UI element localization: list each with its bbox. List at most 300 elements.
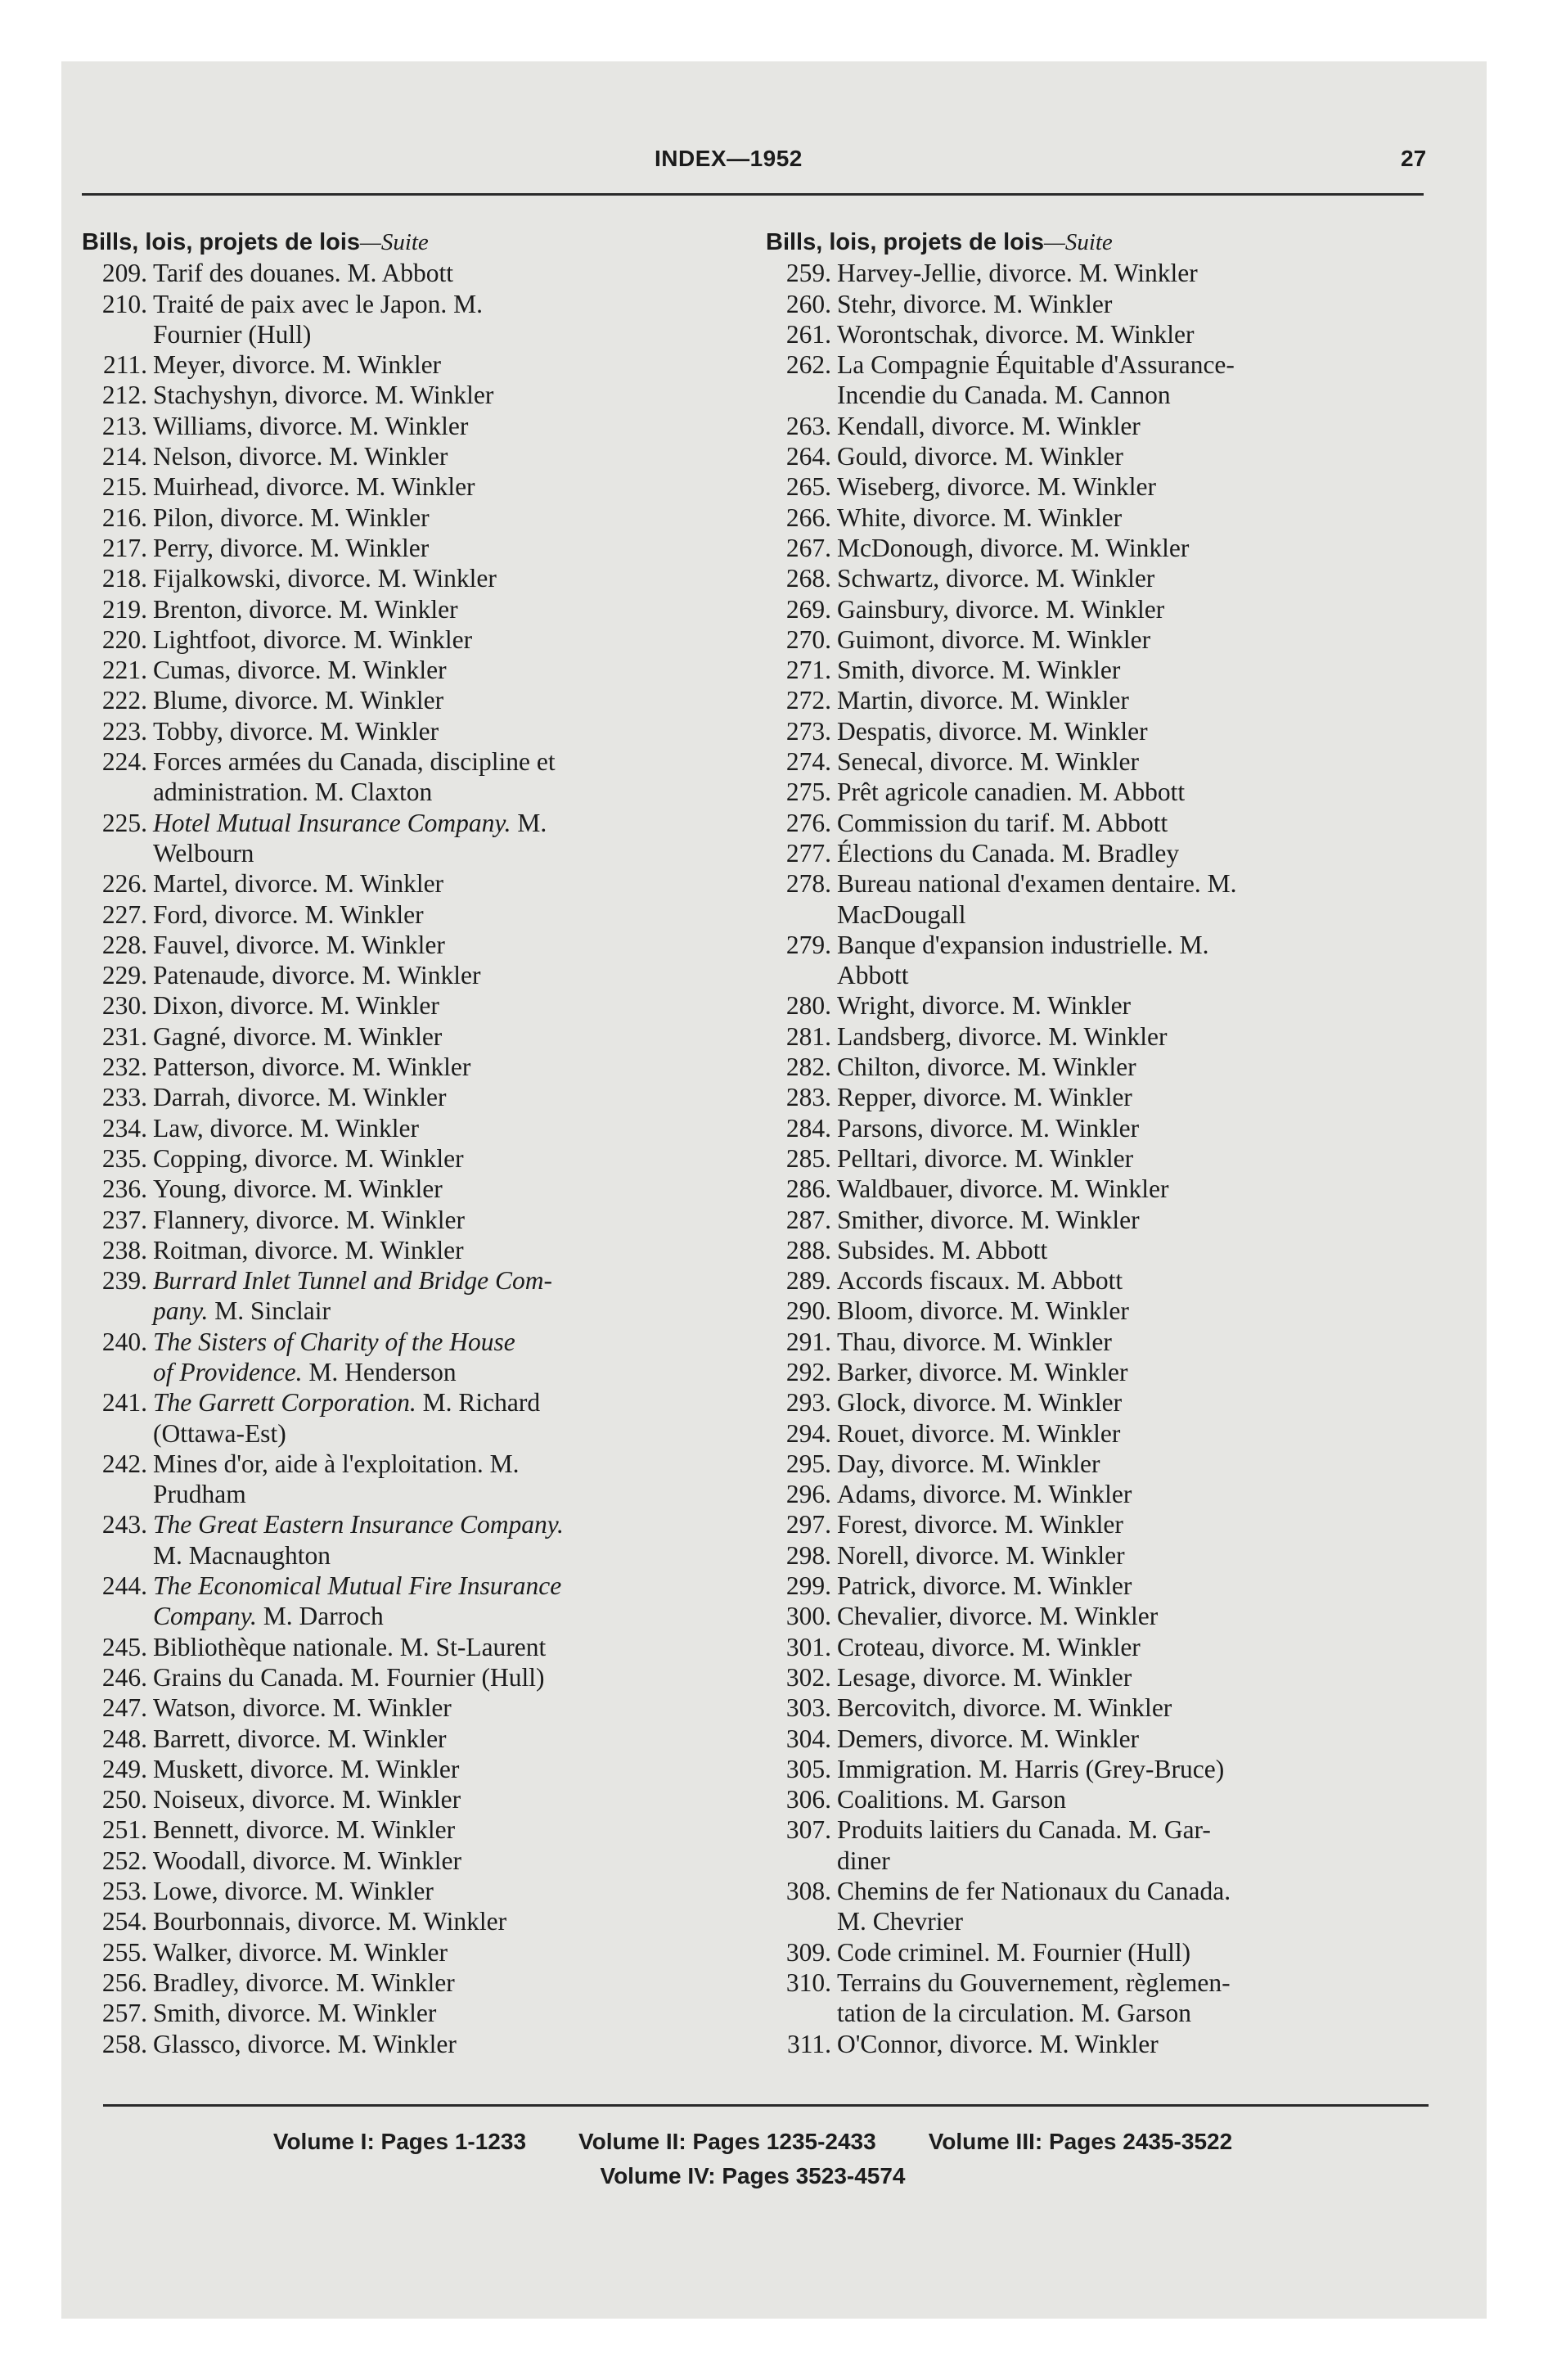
index-entry xyxy=(82,868,753,899)
index-entry xyxy=(82,1113,753,1143)
column-heading-suite: —Suite xyxy=(1044,229,1113,255)
entry-line: Gainsbury, divorce. M. Winkler xyxy=(837,594,1165,624)
entry-text xyxy=(837,808,1437,838)
entry-number: 278. xyxy=(785,869,831,899)
entry-line: Immigration. M. Harris (Grey-Bruce) xyxy=(837,1754,1225,1783)
index-entry xyxy=(766,594,1437,624)
entry-number: 214. xyxy=(101,442,147,471)
entry-line: Despatis, divorce. M. Winkler xyxy=(837,716,1148,746)
column-heading-main: Bills, lois, projets de lois xyxy=(82,229,361,255)
entry-line: Schwartz, divorce. M. Winkler xyxy=(837,564,1155,593)
entry-number: 297. xyxy=(785,1510,831,1539)
index-entry xyxy=(82,1235,753,1265)
entry-line: Chemins de fer Nationaux du Canada. xyxy=(837,1877,1231,1906)
entry-text xyxy=(837,594,1437,624)
entry-line: Forest, divorce. M. Winkler xyxy=(837,1510,1123,1539)
index-entry xyxy=(82,1968,753,1998)
entry-line: Subsides. M. Abbott xyxy=(837,1235,1048,1264)
index-entry xyxy=(82,349,753,380)
entry-number: 250. xyxy=(101,1785,147,1814)
entry-text xyxy=(837,1387,1437,1418)
index-entry xyxy=(82,1327,753,1388)
entry-line: Commission du tarif. M. Abbott xyxy=(837,808,1168,837)
index-entry xyxy=(82,1937,753,1968)
index-entry xyxy=(82,441,753,471)
entry-text xyxy=(153,990,753,1021)
entry-text xyxy=(837,503,1437,533)
entry-line: Norell, divorce. M. Winkler xyxy=(837,1540,1125,1570)
entry-number: 215. xyxy=(101,472,147,502)
index-entry xyxy=(766,1479,1437,1509)
entry-text xyxy=(837,1662,1437,1693)
entry-number: 298. xyxy=(785,1540,831,1570)
entry-text xyxy=(153,1662,753,1693)
entry-number: 258. xyxy=(101,2029,147,2058)
entry-line: Bureau national d'examen dentaire. M. xyxy=(837,869,1237,899)
index-entry xyxy=(766,441,1437,471)
index-entry xyxy=(766,289,1437,319)
entry-number: 225. xyxy=(101,808,147,837)
entry-text xyxy=(837,1113,1437,1143)
index-entry xyxy=(82,533,753,563)
entry-line: Waldbauer, divorce. M. Winkler xyxy=(837,1174,1169,1204)
entry-text xyxy=(837,1265,1437,1296)
entry-number: 292. xyxy=(785,1357,831,1386)
entry-text xyxy=(837,716,1437,746)
entry-line: Blume, divorce. M. Winkler xyxy=(153,686,444,715)
entry-number: 254. xyxy=(101,1907,147,1936)
entry-number: 291. xyxy=(785,1327,831,1356)
entry-line: Glock, divorce. M. Winkler xyxy=(837,1388,1123,1418)
entry-italic-title: Hotel Mutual Insurance Company. xyxy=(153,808,511,837)
entry-text xyxy=(153,2029,753,2059)
entry-number: 253. xyxy=(101,1877,147,1906)
entry-text xyxy=(153,1754,753,1784)
entry-number: 287. xyxy=(785,1205,831,1234)
entry-line: Pelltari, divorce. M. Winkler xyxy=(837,1143,1134,1173)
entry-line: Ford, divorce. M. Winkler xyxy=(153,899,424,929)
entry-text xyxy=(837,319,1437,349)
footer-rule xyxy=(103,2104,1429,2107)
entry-number: 261. xyxy=(785,319,831,349)
entry-text xyxy=(837,1540,1437,1571)
entry-number: 217. xyxy=(101,533,147,562)
entry-number: 285. xyxy=(785,1143,831,1173)
entry-text xyxy=(153,441,753,471)
index-entry xyxy=(82,563,753,593)
entry-line: diner xyxy=(837,1846,890,1875)
entry-text xyxy=(153,1814,753,1845)
entry-line: Flannery, divorce. M. Winkler xyxy=(153,1205,466,1234)
entry-line: Bourbonnais, divorce. M. Winkler xyxy=(153,1907,507,1936)
entry-line: Gagné, divorce. M. Winkler xyxy=(153,1021,443,1051)
entry-line: Terrains du Gouvernement, règlemen- xyxy=(837,1968,1231,1997)
entry-line: Stachyshyn, divorce. M. Winkler xyxy=(153,381,494,410)
entry-line: Mines d'or, aide à l'exploitation. M. xyxy=(153,1449,520,1478)
index-entry xyxy=(766,1632,1437,1662)
entry-number: 230. xyxy=(101,991,147,1021)
entry-text xyxy=(153,533,753,563)
entry-line: White, divorce. M. Winkler xyxy=(837,503,1123,532)
entry-number: 305. xyxy=(785,1754,831,1783)
entry-number: 260. xyxy=(785,289,831,318)
entry-line: Prêt agricole canadien. M. Abbott xyxy=(837,778,1186,807)
entry-text xyxy=(837,1174,1437,1204)
index-entry xyxy=(82,411,753,441)
index-column-left xyxy=(82,228,753,2059)
entry-line: Incendie du Canada. M. Cannon xyxy=(837,381,1171,410)
index-entry xyxy=(766,1418,1437,1449)
entry-number: 233. xyxy=(101,1083,147,1112)
index-entry xyxy=(766,533,1437,563)
entry-number: 224. xyxy=(101,747,147,777)
entry-number: 279. xyxy=(785,930,831,959)
entry-line: Patterson, divorce. M. Winkler xyxy=(153,1053,471,1082)
index-entry xyxy=(766,258,1437,288)
index-entry xyxy=(82,685,753,715)
index-entry xyxy=(82,1906,753,1936)
index-entry xyxy=(82,808,753,869)
entry-line: Welbourn xyxy=(153,838,254,868)
entry-line: Williams, divorce. M. Winkler xyxy=(153,411,469,440)
entry-number: 309. xyxy=(785,1937,831,1967)
entry-number: 218. xyxy=(101,564,147,593)
entry-line: Gould, divorce. M. Winkler xyxy=(837,442,1123,471)
entry-number: 293. xyxy=(785,1388,831,1418)
column-heading-suite: —Suite xyxy=(360,229,429,255)
entry-text xyxy=(837,1968,1437,2029)
entry-line: Tarif des douanes. M. Abbott xyxy=(153,259,453,288)
index-entry xyxy=(766,990,1437,1021)
entry-text xyxy=(153,899,753,930)
entry-number: 245. xyxy=(101,1632,147,1661)
entry-text xyxy=(153,1449,753,1510)
entry-line: Pilon, divorce. M. Winkler xyxy=(153,503,430,532)
entry-number: 272. xyxy=(785,686,831,715)
index-entry xyxy=(82,1509,753,1571)
entry-text xyxy=(837,1937,1437,1968)
entry-line: Muskett, divorce. M. Winkler xyxy=(153,1754,460,1783)
volume-1-pages: Volume I: Pages 1-1233 xyxy=(272,2129,527,2154)
index-entry xyxy=(766,2029,1437,2059)
entry-text xyxy=(153,930,753,960)
index-entry xyxy=(766,1449,1437,1479)
entry-text xyxy=(837,411,1437,441)
entry-line: Patrick, divorce. M. Winkler xyxy=(837,1571,1132,1601)
entry-number: 251. xyxy=(101,1815,147,1845)
index-entry xyxy=(82,716,753,746)
index-entry xyxy=(766,1754,1437,1784)
entry-line: Parsons, divorce. M. Winkler xyxy=(837,1113,1140,1143)
entry-number: 255. xyxy=(101,1937,147,1967)
index-entry xyxy=(766,1601,1437,1631)
entry-line: Day, divorce. M. Winkler xyxy=(837,1449,1100,1478)
entry-number: 304. xyxy=(785,1724,831,1753)
entry-number: 306. xyxy=(785,1785,831,1814)
entry-number: 220. xyxy=(101,624,147,654)
entry-text xyxy=(153,471,753,502)
index-entry xyxy=(82,1449,753,1510)
volume-2-pages: Volume II: Pages 1235-2433 xyxy=(578,2129,876,2154)
entry-line: Chevalier, divorce. M. Winkler xyxy=(837,1602,1159,1631)
entry-line: Roitman, divorce. M. Winkler xyxy=(153,1235,464,1264)
entry-line: Fournier (Hull) xyxy=(153,319,312,349)
entry-number: 238. xyxy=(101,1235,147,1264)
entry-number: 275. xyxy=(785,778,831,807)
entry-line: M. Richard xyxy=(416,1388,541,1418)
entry-text xyxy=(837,563,1437,593)
entry-line: Fauvel, divorce. M. Winkler xyxy=(153,930,445,959)
entry-number: 267. xyxy=(785,533,831,562)
entry-text xyxy=(837,1632,1437,1662)
entry-line: Worontschak, divorce. M. Winkler xyxy=(837,319,1195,349)
entry-line: Law, divorce. M. Winkler xyxy=(153,1113,420,1143)
entry-text xyxy=(153,1724,753,1754)
entry-number: 281. xyxy=(785,1021,831,1051)
entry-text xyxy=(837,289,1437,319)
entry-line: Bibliothèque nationale. M. St-Laurent xyxy=(153,1632,547,1661)
entry-text xyxy=(837,1235,1437,1265)
entry-number: 263. xyxy=(785,411,831,440)
index-entry xyxy=(766,1387,1437,1418)
index-entry xyxy=(766,1174,1437,1204)
entry-number: 232. xyxy=(101,1053,147,1082)
entry-number: 244. xyxy=(101,1571,147,1601)
index-entry xyxy=(766,471,1437,502)
entry-text xyxy=(153,1571,753,1632)
index-entry xyxy=(82,2029,753,2059)
entry-text xyxy=(837,930,1437,991)
entry-line: Tobby, divorce. M. Winkler xyxy=(153,716,439,746)
entry-number: 246. xyxy=(101,1662,147,1692)
entry-text xyxy=(837,1449,1437,1479)
entry-number: 228. xyxy=(101,930,147,959)
entry-number: 222. xyxy=(101,686,147,715)
entry-number: 282. xyxy=(785,1053,831,1082)
entry-text xyxy=(153,868,753,899)
index-entry xyxy=(82,930,753,960)
index-entry xyxy=(82,990,753,1021)
index-entry xyxy=(766,808,1437,838)
entry-number: 237. xyxy=(101,1205,147,1234)
entry-line: Harvey-Jellie, divorce. M. Winkler xyxy=(837,259,1198,288)
entry-text xyxy=(837,1509,1437,1539)
entry-text xyxy=(153,1113,753,1143)
entry-number: 302. xyxy=(785,1662,831,1692)
entry-line: Barrett, divorce. M. Winkler xyxy=(153,1724,447,1753)
entry-line: tation de la circulation. M. Garson xyxy=(837,1999,1192,2028)
entry-text xyxy=(837,258,1437,288)
column-heading xyxy=(766,228,1437,258)
entry-line: Young, divorce. M. Winkler xyxy=(153,1174,443,1204)
index-entry xyxy=(766,624,1437,655)
entry-text xyxy=(153,1998,753,2028)
entry-text xyxy=(153,289,753,350)
index-entry xyxy=(82,1632,753,1662)
entry-number: 280. xyxy=(785,991,831,1021)
entry-line: Meyer, divorce. M. Winkler xyxy=(153,350,442,380)
index-entry xyxy=(82,1662,753,1693)
entry-text xyxy=(837,1296,1437,1326)
entry-line: Guimont, divorce. M. Winkler xyxy=(837,624,1151,654)
index-entry xyxy=(766,1357,1437,1387)
entry-line: Bloom, divorce. M. Winkler xyxy=(837,1296,1129,1326)
entry-line: Walker, divorce. M. Winkler xyxy=(153,1937,448,1967)
entry-line: Landsberg, divorce. M. Winkler xyxy=(837,1021,1168,1051)
entry-line: administration. M. Claxton xyxy=(153,778,433,807)
entry-text xyxy=(153,1387,753,1449)
entry-number: 269. xyxy=(785,594,831,624)
index-entry xyxy=(82,1754,753,1784)
entry-number: 295. xyxy=(785,1449,831,1478)
entry-line: M. Darroch xyxy=(256,1602,384,1631)
entry-number: 303. xyxy=(785,1693,831,1723)
entry-line: Wright, divorce. M. Winkler xyxy=(837,991,1132,1021)
entry-line: Wiseberg, divorce. M. Winkler xyxy=(837,472,1156,502)
index-entry xyxy=(766,319,1437,349)
entry-number: 286. xyxy=(785,1174,831,1204)
entry-line: Thau, divorce. M. Winkler xyxy=(837,1327,1112,1356)
entry-number: 219. xyxy=(101,594,147,624)
entry-number: 294. xyxy=(785,1418,831,1448)
index-entry xyxy=(766,1814,1437,1876)
entry-line: Barker, divorce. M. Winkler xyxy=(837,1357,1128,1386)
index-column-right xyxy=(766,228,1437,2059)
index-entry xyxy=(82,960,753,990)
entry-number: 301. xyxy=(785,1632,831,1661)
index-entry xyxy=(766,1937,1437,1968)
entry-text xyxy=(153,258,753,288)
entry-number: 229. xyxy=(101,961,147,990)
index-entry xyxy=(766,1540,1437,1571)
entry-number: 270. xyxy=(785,624,831,654)
entry-line: MacDougall xyxy=(837,899,966,929)
entry-text xyxy=(153,1937,753,1968)
index-entry xyxy=(82,289,753,350)
entry-line: Chilton, divorce. M. Winkler xyxy=(837,1053,1136,1082)
entry-line: Patenaude, divorce. M. Winkler xyxy=(153,961,481,990)
entry-number: 242. xyxy=(101,1449,147,1478)
entry-text xyxy=(153,1082,753,1112)
index-entry xyxy=(82,258,753,288)
entry-line: Dixon, divorce. M. Winkler xyxy=(153,991,439,1021)
entry-text xyxy=(153,1846,753,1876)
entry-text xyxy=(153,1876,753,1906)
entry-text xyxy=(837,868,1437,930)
entry-text xyxy=(837,777,1437,807)
entry-number: 240. xyxy=(101,1327,147,1356)
entry-text xyxy=(153,1632,753,1662)
index-entry xyxy=(766,1265,1437,1296)
entry-italic-title: The Economical Mutual Fire Insurance Company. xyxy=(153,1571,562,1631)
entry-text xyxy=(837,1052,1437,1082)
volume-4-pages: Volume IV: Pages 3523-4574 xyxy=(600,2163,906,2188)
entry-text xyxy=(153,1327,753,1388)
index-entry xyxy=(82,1143,753,1174)
index-entry xyxy=(82,1571,753,1632)
entry-italic-title: The Garrett Corporation. xyxy=(153,1388,416,1418)
entry-number: 223. xyxy=(101,716,147,746)
entry-line: Forces armées du Canada, discipline et xyxy=(153,747,556,777)
index-entry xyxy=(766,1571,1437,1601)
entry-number: 235. xyxy=(101,1143,147,1173)
entry-number: 299. xyxy=(785,1571,831,1601)
entry-text xyxy=(153,624,753,655)
entry-number: 288. xyxy=(785,1235,831,1264)
entry-text xyxy=(153,1174,753,1204)
entry-text xyxy=(153,1021,753,1052)
entry-number: 216. xyxy=(101,503,147,532)
entry-text xyxy=(153,1235,753,1265)
entry-text xyxy=(153,1906,753,1936)
index-entry xyxy=(82,380,753,410)
entry-text xyxy=(837,1724,1437,1754)
index-entry xyxy=(82,1724,753,1754)
entry-line: Glassco, divorce. M. Winkler xyxy=(153,2029,457,2058)
index-entry xyxy=(766,1082,1437,1112)
entry-number: 241. xyxy=(101,1388,147,1418)
page-number: 27 xyxy=(1401,146,1427,171)
entry-number: 236. xyxy=(101,1174,147,1204)
entry-text xyxy=(837,1205,1437,1235)
entry-text xyxy=(153,503,753,533)
entry-number: 311. xyxy=(787,2029,831,2058)
index-entry xyxy=(82,1998,753,2028)
entry-number: 247. xyxy=(101,1693,147,1723)
entry-text xyxy=(153,1509,753,1571)
entry-line: Demers, divorce. M. Winkler xyxy=(837,1724,1140,1753)
volume-index-line-1 xyxy=(82,2129,1424,2155)
entry-line: Bradley, divorce. M. Winkler xyxy=(153,1968,455,1997)
index-entry xyxy=(82,1876,753,1906)
entry-text xyxy=(153,1784,753,1814)
index-entry xyxy=(82,1846,753,1876)
entry-line: Martin, divorce. M. Winkler xyxy=(837,686,1129,715)
entry-text xyxy=(837,838,1437,868)
entry-text xyxy=(837,471,1437,502)
index-entry xyxy=(82,503,753,533)
entry-line: Croteau, divorce. M. Winkler xyxy=(837,1632,1141,1661)
entry-text xyxy=(153,655,753,685)
entry-number: 268. xyxy=(785,564,831,593)
entry-line: Smith, divorce. M. Winkler xyxy=(153,1999,437,2028)
index-entry xyxy=(766,838,1437,868)
index-entry xyxy=(766,777,1437,807)
entry-line: Brenton, divorce. M. Winkler xyxy=(153,594,458,624)
entry-line: M. Sinclair xyxy=(208,1296,331,1326)
index-entry xyxy=(82,1052,753,1082)
entry-number: 213. xyxy=(101,411,147,440)
entry-number: 266. xyxy=(785,503,831,532)
entry-text xyxy=(153,1205,753,1235)
entry-number: 243. xyxy=(101,1510,147,1539)
index-entry xyxy=(766,685,1437,715)
entry-number: 209. xyxy=(101,259,147,288)
entry-italic-title: Burrard Inlet Tunnel and Bridge Com- pany. xyxy=(153,1266,552,1326)
entry-text xyxy=(837,1693,1437,1723)
index-entry xyxy=(82,471,753,502)
entry-line: Bennett, divorce. M. Winkler xyxy=(153,1815,456,1845)
entry-text xyxy=(837,349,1437,411)
entry-line: Watson, divorce. M. Winkler xyxy=(153,1693,452,1723)
entry-line: M. Chevrier xyxy=(837,1907,963,1936)
header-rule xyxy=(82,193,1424,196)
entry-line: Bercovitch, divorce. M. Winkler xyxy=(837,1693,1172,1723)
entry-text xyxy=(837,1784,1437,1814)
entry-number: 300. xyxy=(785,1602,831,1631)
entry-line: Darrah, divorce. M. Winkler xyxy=(153,1083,447,1112)
entry-line: Banque d'expansion industrielle. M. xyxy=(837,930,1209,959)
